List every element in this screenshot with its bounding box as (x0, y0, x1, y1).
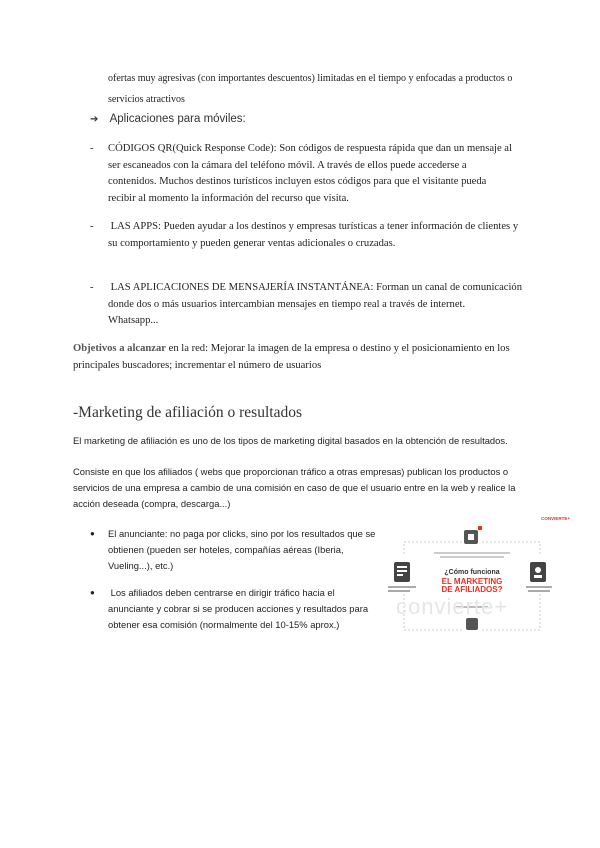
affiliate-paragraph-2 (73, 464, 553, 512)
item-line: su comportamiento y pueden generar ventas adicionales o cruzadas. (108, 237, 396, 249)
user-icon (530, 562, 546, 582)
objectives-text-2: principales buscadores; incrementar el número de usuarios (73, 359, 322, 371)
affiliate-marketing-infographic (374, 516, 570, 640)
arrow-icon: ➔ (90, 114, 99, 125)
dash-marker: - (90, 221, 94, 232)
intro-line-2: servicios atractivos (108, 94, 185, 105)
bullet-item (90, 526, 380, 574)
corner-tag: CONVIERTE+ (541, 516, 570, 521)
list-item (90, 280, 550, 330)
caption-line (434, 552, 510, 554)
bullet-icon: ● (90, 588, 95, 597)
list-item (90, 141, 550, 207)
affiliate-icon (394, 562, 410, 582)
watermark: convierte+ (396, 594, 509, 619)
bullet-line: anunciante y cobrar si se producen acciones y resultados para (108, 603, 369, 614)
item-line: LAS APLICACIONES DE MENSAJERÍA INSTANTÁNEA: Forman un canal de comunicación (108, 282, 523, 293)
infographic-title-line-3: DE AFILIADOS? (441, 585, 503, 594)
infographic-title-line-1: ¿Cómo funciona (444, 569, 500, 576)
caption-line (440, 556, 504, 558)
mobile-apps-heading-text: Aplicaciones para móviles: (109, 113, 246, 125)
objectives-text-1: en la red: Mejorar la imagen de la empresa o destino y el posicionamiento en los (165, 343, 510, 354)
item-line: contenidos. Muchos destinos turísticos incluyen estos códigos para que el visitante pueda (108, 176, 487, 187)
paragraph-line: Consiste en que los afiliados ( webs que proporcionan tráfico a otras empresas) publican los productos o (73, 466, 509, 477)
advertiser-icon (464, 526, 482, 544)
section-heading: -Marketing de afiliación o resultados (73, 404, 302, 421)
intro-line-1: ofertas muy agresivas (con importantes descuentos) limitadas en el tiempo y enfocadas a productos o (108, 73, 513, 84)
mobile-apps-heading (90, 113, 246, 125)
paragraph-line: acción deseada (compra, descarga...) (73, 498, 231, 509)
bullet-icon: ● (90, 529, 95, 538)
infographic-title-line-2: EL MARKETING (441, 576, 503, 586)
bullet-line: Los afiliados deben centrarse en dirigir tráfico hacia el (108, 587, 335, 598)
dash-marker: - (90, 143, 94, 154)
dash-marker: - (90, 282, 94, 293)
infographic-title (422, 569, 522, 595)
list-item (90, 219, 550, 252)
bullet-line: Vueling...), etc.) (108, 560, 174, 571)
bullet-line: El anunciante: no paga por clicks, sino por los resultados que se (108, 528, 376, 539)
affiliate-paragraph-1: El marketing de afiliación es uno de los tipos de marketing digital basados en la obtención de resultados. (73, 435, 508, 446)
bullet-item (90, 585, 380, 633)
objectives-label: Objetivos a alcanzar (73, 343, 166, 354)
bullet-line: obtener esa comisión (normalmente del 10-15% aprox.) (108, 619, 340, 630)
objectives-paragraph (73, 341, 553, 374)
paragraph-line: servicios de una empresa a cambio de una comisión en caso de que el usuario entre en la web y realice la (73, 482, 516, 493)
item-line: Whatsapp... (108, 315, 159, 326)
bullet-line: obtienen (pueden ser hoteles, compañías aéreas (Iberia, (108, 544, 344, 555)
item-line: CÓDIGOS QR(Quick Response Code): Son códigos de respuesta rápida que dan un mensaje al (108, 143, 512, 154)
item-line: LAS APPS: Pueden ayudar a los destinos y empresas turísticas a tener información de clientes y (108, 221, 519, 232)
intro-paragraph (108, 68, 548, 110)
item-line: recibir al momento la información del recurso que visita. (108, 192, 349, 204)
item-line: donde dos o más usuarios intercambian mensajes en tiempo real a través de internet. (108, 298, 466, 310)
item-line: ser escaneados con la cámara del teléfono móvil. A través de ellos puede accederse a (108, 159, 467, 171)
